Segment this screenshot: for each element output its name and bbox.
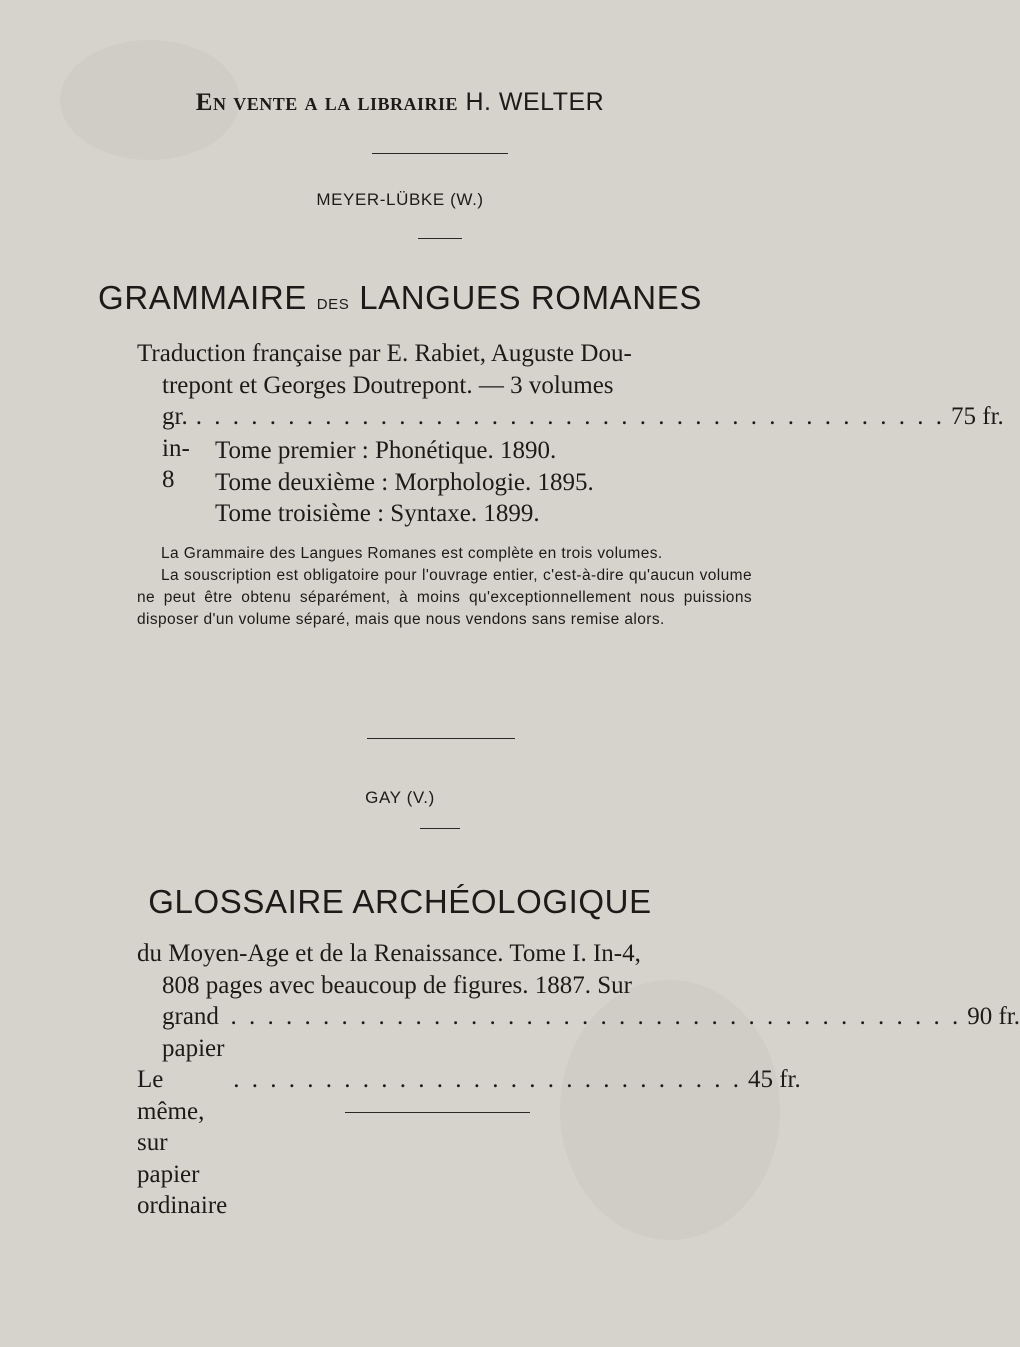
price-value: 90 fr.: [967, 1003, 1020, 1030]
divider-rule: [345, 1112, 530, 1113]
divider-rule: [367, 738, 515, 739]
price-label: Le même, sur papier ordinaire: [137, 1066, 228, 1219]
price-label: gr. in-8: [162, 403, 190, 493]
price-line: [137, 1001, 1020, 1064]
divider-rule: [420, 828, 460, 829]
book-title: GLOSSAIRE ARCHÉOLOGIQUE: [148, 883, 652, 920]
divider-rule: [372, 153, 508, 154]
book-author: MEYER-LÜBKE (W.): [316, 190, 484, 209]
price-value: 75 fr.: [951, 403, 1004, 430]
book-title-part: LANGUES ROMANES: [359, 279, 702, 316]
price-line: [137, 1064, 801, 1222]
dot-leader: . . . . . . . . . . . . . . . . . . . . . . . . . . . . . . . . . . . . . . . . .: [195, 403, 946, 430]
note-paragraph: La Grammaire des Langues Romanes est complète en trois volumes.: [161, 545, 663, 562]
price-label: grand papier: [162, 1003, 225, 1062]
description-line: du Moyen-Age et de la Renaissance. Tome I. In-4,: [137, 940, 641, 967]
tome-item: Tome deuxième : Morphologie. 1895.: [215, 468, 594, 496]
tome-list: [215, 435, 594, 530]
book-notes: [137, 543, 752, 631]
tome-item: Tome premier : Phonétique. 1890.: [215, 437, 557, 464]
book-author: GAY (V.): [365, 788, 435, 807]
publisher-prefix: En vente a la librairie: [195, 89, 458, 116]
book-description: [137, 938, 1020, 1222]
description-line: trepont et Georges Doutrepont. — 3 volumes: [162, 371, 614, 399]
tome-item: Tome troisième : Syntaxe. 1899.: [215, 500, 540, 527]
note-paragraph: La souscription est obligatoire pour l'ouvrage entier, c'est-à-dire qu'aucun volume ne peut être obtenu séparément, à moins qu'exceptionnellement nous puissions disposer d'un volume séparé, mais que nous vendons sans remise alors.: [137, 567, 752, 628]
price-value: 45 fr.: [747, 1066, 801, 1093]
divider-rule: [418, 238, 462, 239]
publisher-line: [0, 88, 800, 117]
book-title: [0, 279, 800, 317]
dot-leader: . . . . . . . . . . . . . . . . . . . . . . . . . . . .: [233, 1066, 742, 1093]
dot-leader: . . . . . . . . . . . . . . . . . . . . . . . . . . . . . . . . . . . . . . . .: [230, 1003, 962, 1030]
publisher-name: H. WELTER: [465, 88, 605, 116]
description-line: Traduction française par E. Rabiet, Auguste Dou-: [137, 340, 632, 367]
book-title-part: GRAMMAIRE: [98, 279, 307, 316]
book-title-part: des: [316, 289, 350, 314]
description-line: 808 pages avec beaucoup de figures. 1887. Sur: [162, 971, 632, 999]
